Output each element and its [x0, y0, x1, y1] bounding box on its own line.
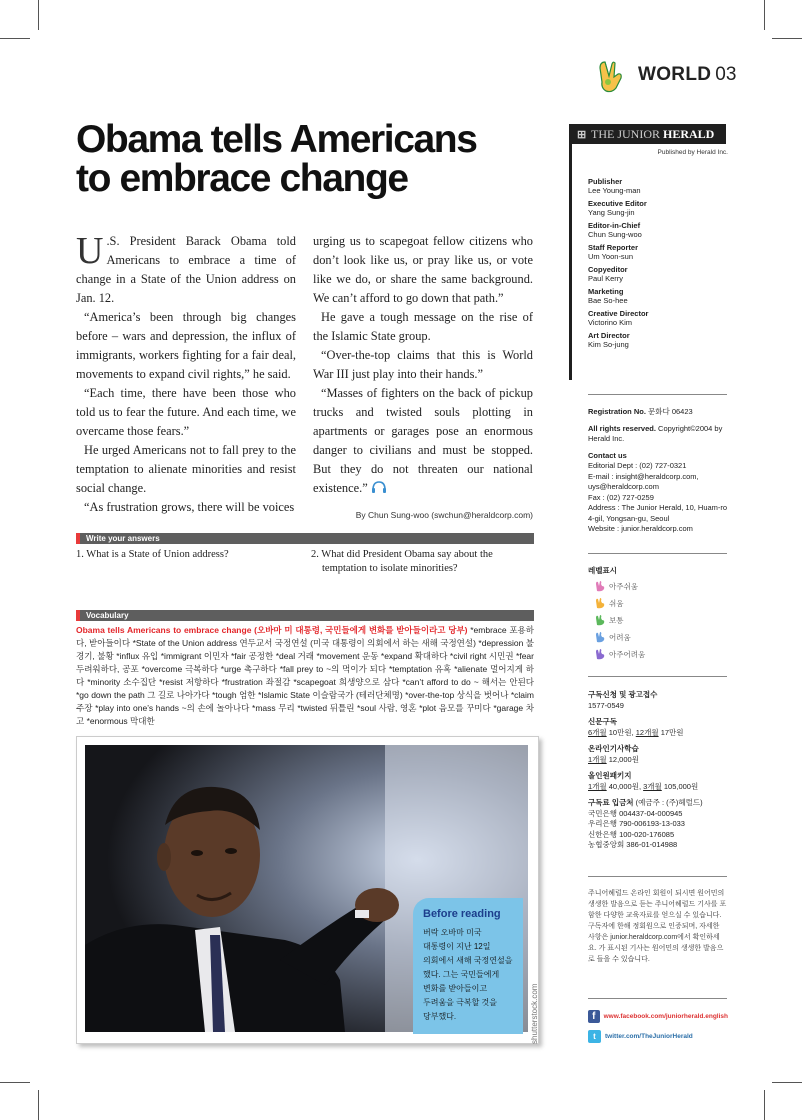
answers-bar: [76, 533, 534, 544]
crop-mark: [764, 1090, 765, 1120]
article-paragraph: “Each time, there have been those who told us to fear the future. And each time, we overcame those fears.”: [76, 386, 296, 438]
bar-accent: [76, 610, 80, 621]
article-paragraph: “As frustration grows, there will be voices: [84, 500, 295, 514]
staff-role: Publisher: [588, 177, 623, 186]
level-label: 어려움: [609, 632, 631, 642]
before-reading-text: [423, 926, 513, 1024]
bank-account: 우리은행 790-006193-13-033: [588, 819, 685, 828]
before-reading-line: 의회에서 새해 국정연설을: [423, 956, 513, 965]
staff-name: Um Yoon-sun: [588, 252, 634, 261]
level-item: [594, 630, 728, 644]
before-reading-line: 변화를 받아들이고: [423, 984, 488, 993]
level-legend: [588, 565, 728, 661]
vocabulary-text: [76, 624, 534, 728]
masthead-name: [591, 127, 714, 142]
hand-level-icon: [594, 580, 606, 592]
staff-name: Kim So-jung: [588, 340, 629, 349]
staff-name: Victorino Kim: [588, 318, 633, 327]
contact-line: Editorial Dept : (02) 727-0321: [588, 461, 687, 470]
levels-title: 레벨표시: [588, 566, 617, 575]
paragraph-text: .S. President Barack Obama told Americans to embrace a time of change in a State of the Union address on Jan. 12.: [76, 234, 296, 305]
before-reading-line: 버락 오바마 미국: [423, 928, 482, 937]
crop-mark: [0, 38, 30, 39]
bank-account: 농협중앙회 386-01-014988: [588, 840, 678, 849]
headline-line-1: Obama tells Americans: [76, 118, 477, 161]
staff-name: Chun Sung-woo: [588, 230, 642, 239]
article-paragraph: [313, 384, 533, 498]
vocabulary-bar: [76, 610, 534, 621]
price: 10만원,: [606, 727, 636, 737]
sidebar-rule: [569, 144, 572, 380]
staff-role: Copyeditor: [588, 265, 628, 274]
hand-level-icon: [594, 648, 606, 660]
masthead: [569, 124, 726, 144]
headline-line-2: to embrace change: [76, 157, 408, 200]
staff-role: Staff Reporter: [588, 243, 639, 252]
before-reading-line: 당부했다.: [423, 1012, 457, 1021]
paragraph-text: “Masses of fighters on the back of pickup trucks and twisted souls plotting in apartments or garages pose an enormous danger to civilians and must be stopped. But they do not threaten our national existence.”: [313, 386, 533, 495]
photo-credit: shutterstock.com: [530, 983, 539, 1044]
staff-role: Marketing: [588, 287, 624, 296]
article-paragraph: “Over-the-top claims that this is World War III just play into their hands.”: [313, 348, 533, 381]
byline: By Chun Sung-woo (swchun@heraldcorp.com): [355, 510, 533, 520]
crop-mark: [772, 1082, 802, 1083]
before-reading-line: 대통령이 지난 12일: [423, 942, 491, 951]
article-paragraph: He urged Americans not to fall prey to the temptation to alienate minorities and resist social change.: [76, 443, 296, 495]
divider: [588, 998, 727, 999]
newspaper-title: 신문구독: [588, 717, 617, 726]
before-reading-line: 두려움을 극복할 것을: [423, 998, 497, 1007]
vocabulary-body: *embrace 포용하다, 받아들이다 *State of the Union address 연두교서 국정연설 (미국 대통령이 의회에서 하는 새해 국정연설) *depression 불경기, 불황 *influx 유입 *immigrant 이민자 *fair 공정한 *deal 거래 *movement 운동 *expand 확대하다 *civil right 시민권 *fear 두려워하다, 공포 *overcome 극복하다 *urge 촉구하다 *fall prey to ~의 먹이가 되다 *temptation 유혹 *alienate 멀어지게 하다 *minority 소수집단 *resist 저항하다 *frustration 좌절감 *scapegoat 희생양으로 삼다 *can’t afford to do ~ 해서는 안된다 *go down the path 그 길로 나아가다 *tough 엄한 *Islamic State 이슬람국가 (테러단체명) *over-the-top 상식을 벗어나 *claim 주장 *play into one’s hands ~의 손에 놀아나다 *mass 무리 *twisted 뒤틀린 *soul 사람, 영혼 *plot 음모를 꾸미다 *garage 차고 *enormous 막대한: [76, 625, 534, 726]
contact-label: Contact us: [588, 450, 627, 460]
headline: [76, 120, 546, 198]
online-price: [588, 755, 728, 766]
drop-cap: U: [76, 230, 104, 272]
level-label: 쉬움: [609, 598, 624, 608]
newspaper-price: [588, 728, 728, 739]
contact-line: Website : junior.heraldcorp.com: [588, 524, 693, 533]
facebook-link[interactable]: [588, 1008, 728, 1024]
twitter-link[interactable]: [588, 1028, 728, 1044]
twitter-icon: t: [588, 1030, 601, 1043]
article-paragraph: He gave a tough message on the rise of the Islamic State group.: [313, 310, 533, 343]
crop-mark: [38, 0, 39, 30]
period: 1개월: [588, 754, 607, 764]
period: 1개월: [588, 781, 607, 791]
fee-holder: (예금주 : (주)헤럴드): [633, 798, 703, 807]
before-reading-line: 했다. 그는 국민들에게: [423, 970, 500, 979]
herald-logo-icon: ⊞: [577, 129, 587, 141]
headphone-icon[interactable]: [371, 480, 387, 494]
bar-accent: [76, 533, 80, 544]
price: 12,000원: [606, 754, 639, 764]
period: 3개월: [643, 781, 662, 791]
staff-list: [588, 178, 728, 354]
package-title: 올인원패키지: [588, 771, 632, 780]
bank-account: 신한은행 100-020-176085: [588, 829, 675, 839]
staff-role: Art Director: [588, 331, 630, 340]
section-name: WORLD: [638, 64, 712, 85]
level-label: 아주쉬움: [609, 581, 638, 591]
level-item: [594, 613, 728, 627]
bank-account: 국민은행 004437-04-000945: [588, 808, 683, 818]
divider: [588, 394, 727, 395]
victory-hand-icon: [596, 60, 626, 94]
contact-line: Address : The Junior Herald, 10, Huam-ro 4-gil, Yongsan-gu, Seoul: [588, 503, 728, 523]
online-title: 온라인기사학습: [588, 744, 639, 753]
price: 17만원: [658, 727, 684, 737]
package-price: [588, 782, 728, 793]
divider: [588, 676, 727, 677]
article-column-2: [313, 232, 533, 525]
level-item: [594, 596, 728, 610]
fee-title-label: 구독료 입금처: [588, 798, 634, 807]
staff-name: Paul Kerry: [588, 274, 624, 283]
contact-line: E-mail : insight@heraldcorp.com, uys@heraldcorp.com: [588, 471, 699, 491]
before-reading-box: [413, 898, 523, 1034]
contact-line: Fax : (02) 727-0259: [588, 492, 654, 502]
rights-value: Copyright©2004 by Herald Inc.: [588, 423, 723, 443]
section-label: [638, 64, 736, 86]
hand-level-icon: [594, 597, 606, 609]
masthead-bold: HERALD: [663, 127, 715, 141]
staff-role: Editor-in-Chief: [588, 221, 641, 230]
level-item: [594, 647, 728, 661]
facebook-url[interactable]: www.facebook.com/juniorherald.english: [603, 1012, 728, 1020]
subscription-info: [588, 690, 728, 851]
facebook-icon: f: [588, 1010, 600, 1023]
rights-label: All rights reserved.: [588, 423, 656, 433]
crop-mark: [772, 38, 802, 39]
crop-mark: [764, 0, 765, 30]
registration-value: 문화다 06423: [645, 407, 693, 416]
answers-label: Write your answers: [86, 534, 160, 543]
vocabulary-title: Obama tells Americans to embrace change (오바마 미 대통령, 국민들에게 변화를 받아들이라고 당부): [76, 625, 468, 635]
staff-name: Bae So-hee: [588, 296, 628, 305]
divider: [588, 553, 727, 554]
masthead-prefix: THE JUNIOR: [591, 127, 663, 141]
staff-role: Creative Director: [588, 309, 649, 318]
published-by: Published by Herald Inc.: [657, 149, 728, 156]
subscription-contact-title: 구독신청 및 광고접수: [588, 690, 658, 699]
period: 6개월: [588, 727, 607, 737]
price: 40,000원,: [606, 781, 644, 791]
before-reading-title: Before reading: [423, 908, 501, 920]
level-label: 보통: [609, 615, 624, 625]
question-2: 2. What did President Obama say about the temptation to isolate minorities?: [311, 549, 493, 574]
article-paragraph: urging us to scapegoat fellow citizens who don’t look like us, or pray like us, or vote like we do, or share the same background. We can’t afford to go down that path.”: [313, 234, 533, 305]
crop-mark: [0, 1082, 30, 1083]
level-label: 아주어려움: [609, 649, 646, 659]
staff-name: Lee Young-man: [588, 186, 641, 195]
crop-mark: [38, 1090, 39, 1120]
hand-level-icon: [594, 614, 606, 626]
level-item: [594, 579, 728, 593]
vocabulary-label: Vocabulary: [86, 611, 129, 620]
staff-name: Yang Sung-jin: [588, 208, 635, 217]
divider: [588, 876, 727, 877]
twitter-url[interactable]: twitter.com/TheJuniorHerald: [605, 1032, 693, 1040]
registration-label: Registration No.: [588, 407, 646, 416]
page-number: 03: [715, 64, 737, 85]
hand-level-icon: [594, 631, 606, 643]
staff-role: Executive Editor: [588, 199, 647, 208]
membership-note: 주니어헤럴드 온라인 회원이 되시면 원어민의 생생한 발음으로 듣는 주니어헤럴드 기사를 포함한 다양한 교육자료를 얻으실 수 있습니다. 구독자에 한해 정회원으로 인증되며, 자세한 사항은 junior.heraldcorp.com에서 확인하세요. 가 표시된 기사는 원어민의 생생한 발음으로 들을 수 있습니다.: [588, 890, 727, 963]
registration-info: [588, 407, 728, 535]
price: 105,000원: [661, 781, 699, 791]
subscription-phone: 1577-0549: [588, 700, 624, 710]
article-paragraph: “America’s been through big changes before – wars and depression, the influx of immigrants, workers fighting for a fair deal, movements to expand civil rights,” he said.: [76, 310, 296, 381]
period: 12개월: [635, 727, 659, 737]
fee-title: [588, 798, 728, 809]
article-column-1: [76, 232, 296, 517]
article-paragraph: [76, 232, 296, 308]
social-links: [588, 1008, 728, 1048]
question-1: 1. What is a State of Union address?: [76, 549, 229, 560]
